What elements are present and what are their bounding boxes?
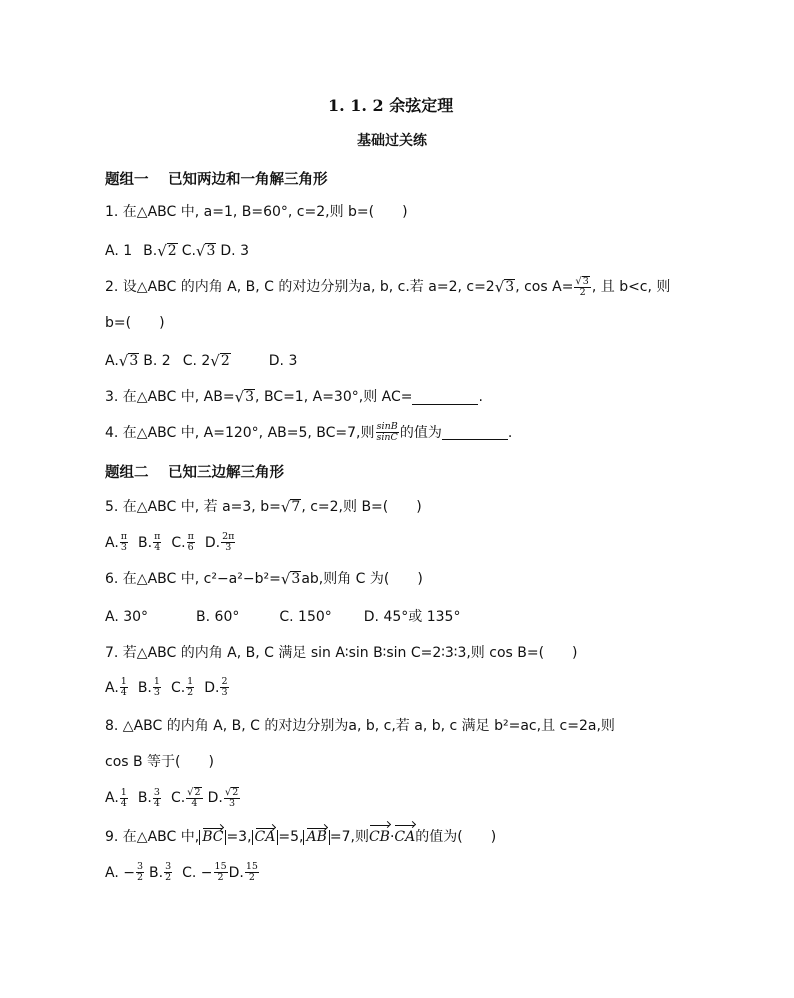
question-4-text: 4. 在△ABC 中, A=120°, AB=5, BC=7,则: [105, 424, 375, 441]
option-d: D.: [204, 679, 220, 696]
option-b: B.: [149, 864, 164, 881]
question-2: [105, 276, 670, 298]
vector-magnitude: BC: [199, 830, 226, 845]
fraction: $\frac{2}{3}$: [221, 676, 228, 698]
option-b: B.: [143, 243, 158, 259]
question-2-text: 2. 设△ABC 的内角 A, B, C 的对边分别为a, b, c.若 a=2, c=2: [105, 279, 495, 295]
fraction: √ 2 4: [187, 787, 201, 809]
question-2-options: [105, 351, 297, 371]
question-6-text: 6. 在△ABC 中, c²−a²−b²=: [105, 571, 281, 587]
fraction: $\frac{\pi}{3}$: [120, 531, 128, 553]
question-6-text: ab,则角 C 为( ): [301, 571, 423, 587]
fraction: $\frac{1}{4}$: [120, 676, 127, 698]
question-3-text: 3. 在△ABC 中, AB=: [105, 389, 235, 405]
option-a: A.: [105, 353, 119, 369]
question-2-text: , cos A=: [515, 279, 574, 295]
sqrt-expression: √ 3: [195, 242, 216, 260]
question-7-text: 7. 若△ABC 的内角 A, B, C 满足 sin A∶sin B∶sin C=2∶3∶3,则 cos B=( ): [105, 645, 578, 661]
sqrt-expression: √ 2: [157, 242, 177, 260]
question-5: [105, 497, 422, 517]
sqrt-expression: √ 3: [494, 278, 515, 296]
option-b: B.: [137, 679, 152, 696]
fraction: √ 3 2: [575, 276, 589, 298]
option-c: C. 2: [182, 353, 211, 369]
question-3: [105, 387, 483, 407]
option-c: C. −: [182, 864, 213, 881]
question-7: [105, 643, 578, 663]
option-c: C.: [181, 243, 196, 259]
question-6: [105, 569, 423, 589]
question-1-text: 1. 在△ABC 中, a=1, B=60°, c=2,则 b=( ): [105, 204, 408, 220]
option-c: C.: [170, 790, 186, 806]
option-d: D.: [228, 864, 244, 881]
fraction: $\frac{3}{2}$: [165, 861, 172, 883]
fraction: $\frac{3}{4}$: [153, 786, 160, 809]
option-b: B.: [138, 534, 153, 551]
option-c: C.: [171, 534, 186, 551]
fraction: $\frac{1}{4}$: [120, 786, 127, 809]
option-a: A. 1: [105, 243, 133, 259]
question-9-text: =7,则: [329, 829, 369, 845]
vector-magnitude: CA: [252, 830, 279, 845]
group-heading-1: 题组一 已知两边和一角解三角形: [105, 171, 328, 188]
option-a: A.: [105, 534, 119, 551]
fraction: $\frac{\sin B}{\sin C}$: [376, 421, 398, 443]
option-a: A.: [105, 679, 119, 696]
question-9-options: [105, 862, 260, 883]
option-d: D.: [204, 534, 221, 551]
fraction: $\frac{1}{2}$: [187, 676, 194, 698]
option-d: D. 45°或 135°: [363, 609, 461, 625]
fraction: $\frac{1}{3}$: [153, 676, 160, 698]
question-7-options: [105, 677, 230, 698]
option-d: D. 3: [268, 353, 298, 369]
period: .: [478, 389, 483, 405]
question-2-line-2: b=( ): [105, 315, 165, 331]
option-d: D.: [207, 790, 223, 806]
fraction: √ 2 3: [224, 787, 239, 809]
option-a: A. −: [105, 864, 135, 881]
sqrt-expression: √ 3: [280, 570, 301, 588]
question-5-options: [105, 532, 236, 553]
question-5-text: , c=2,则 B=( ): [301, 499, 422, 515]
vector-magnitude: AB: [303, 830, 329, 845]
sqrt-expression: √ 3: [118, 352, 139, 370]
question-5-text: 5. 在△ABC 中, 若 a=3, b=: [105, 499, 281, 515]
question-1: [105, 202, 408, 222]
question-9-text: 的值为( ): [415, 829, 497, 845]
question-4: [105, 422, 512, 443]
answer-blank[interactable]: [412, 390, 478, 405]
question-9: [105, 827, 496, 847]
section-subtitle: 基础过关练: [357, 133, 427, 149]
question-9-text: 9. 在△ABC 中,: [105, 829, 200, 845]
sqrt-expression: √ 2: [210, 352, 230, 370]
fraction: $\frac{\pi}{6}$: [187, 531, 194, 553]
question-1-options: [105, 241, 249, 261]
option-a: A.: [105, 790, 119, 806]
question-3-text: , BC=1, A=30°,则 AC=: [255, 389, 413, 405]
question-9-text: =3,: [226, 829, 252, 845]
sqrt-expression: √ 3: [234, 388, 255, 406]
question-4-text: 的值为: [399, 424, 442, 441]
option-d: D. 3: [220, 243, 249, 259]
fraction: $\frac{15}{2}$: [245, 861, 258, 883]
vector: CB: [368, 829, 390, 845]
option-a: A. 30°: [105, 609, 149, 625]
option-c: C. 150°: [279, 609, 332, 625]
option-b: B. 60°: [196, 609, 240, 625]
option-b: B.: [137, 790, 152, 806]
page-title: 1. 1. 2 余弦定理: [328, 96, 454, 115]
question-8-line-2: cos B 等于( ): [105, 754, 214, 770]
question-8-options: [105, 787, 241, 809]
question-2-text: , 且 b<c, 则: [591, 279, 671, 295]
question-9-text: =5,: [278, 829, 304, 845]
question-6-options: [105, 607, 460, 627]
option-b: B. 2: [143, 353, 171, 369]
sqrt-expression: √ 7: [280, 498, 301, 516]
dot-operator: ·: [389, 829, 395, 845]
answer-blank[interactable]: [442, 425, 508, 440]
vector: CA: [394, 829, 416, 845]
fraction: $\frac{2\pi}{3}$: [222, 531, 235, 553]
group-heading-2: 题组二 已知三边解三角形: [105, 464, 285, 481]
option-c: C.: [170, 679, 186, 696]
fraction: $\frac{3}{2}$: [136, 861, 144, 883]
period: .: [507, 424, 513, 441]
question-8: 8. △ABC 的内角 A, B, C 的对边分别为a, b, c,若 a, b, c 满足 b²=ac,且 c=2a,则: [105, 718, 615, 734]
fraction: $\frac{\pi}{4}$: [154, 531, 161, 553]
fraction: $\frac{15}{2}$: [214, 861, 227, 883]
